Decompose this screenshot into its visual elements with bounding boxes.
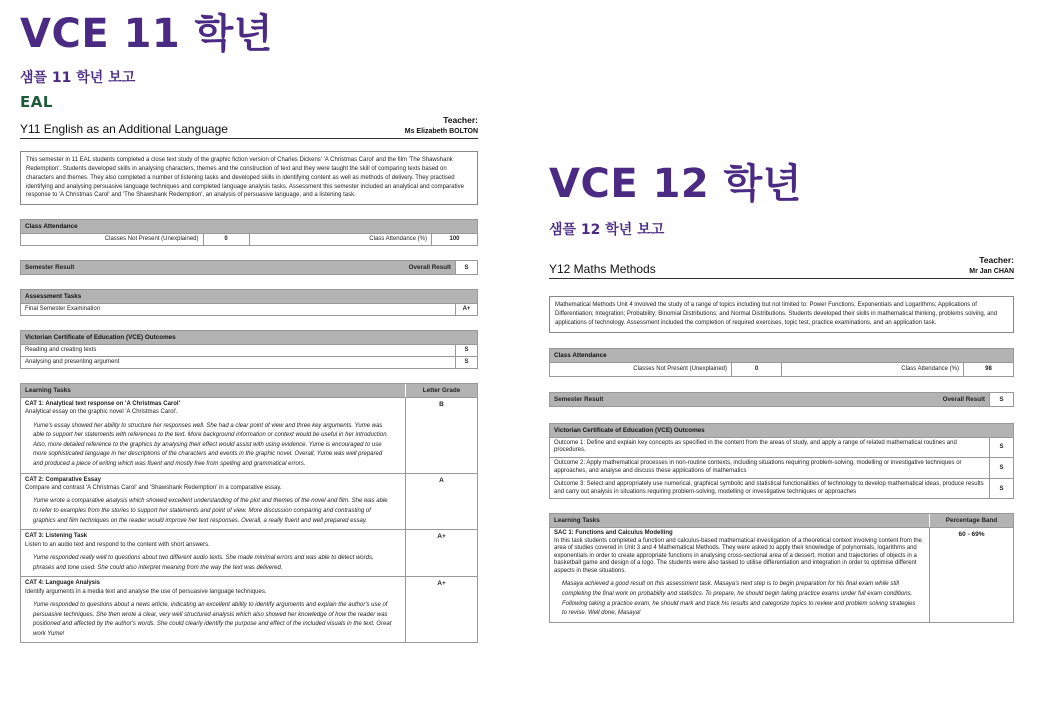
semester-result [20, 260, 478, 275]
subject-name: Y12 Maths Methods [549, 262, 656, 277]
attendance-value: 98 [963, 363, 1013, 376]
vce-row [550, 478, 1013, 499]
overall-result-value: S [455, 261, 477, 274]
vce-row [550, 437, 1013, 458]
semester-result-label: Semester Result [554, 395, 604, 403]
assessment-section [20, 289, 478, 316]
task-title: CAT 1: Analytical text response on 'A Christmas Carol' [25, 400, 181, 407]
vce-outcome-label: Outcome 2: Apply mathematical processes in non-routine contexts, including situations requiring problem-solving, modelling or investigative techniques or approaches, and analyse and discuss these applications of mathematics [554, 460, 962, 474]
task-description: Compare and contrast 'A Christmas Carol' and 'Shawshank Redemption' in a comparative essay. [25, 485, 282, 492]
year12-report [549, 161, 1014, 623]
learning-task [21, 397, 477, 473]
assessment-row [21, 303, 477, 315]
learning-task [21, 576, 477, 642]
vce-row [21, 344, 477, 356]
semester-result [549, 392, 1014, 407]
vce-outcome-label: Analysing and presenting argument [25, 359, 120, 366]
assessment-grade: A+ [455, 304, 477, 315]
overall-result-value: S [989, 393, 1013, 406]
task-title: CAT 4: Language Analysis [25, 580, 101, 587]
overall-result-label: Overall Result [942, 395, 985, 403]
learning-tasks-section [549, 513, 1014, 622]
learning-tasks-section [20, 383, 478, 643]
teacher-label: Teacher: [979, 254, 1014, 265]
year11-subject-header [20, 115, 478, 140]
teacher-name: Mr Jan CHAN [969, 267, 1014, 275]
attendance-heading: Class Attendance [550, 349, 1013, 362]
vce-outcome-grade: S [989, 458, 1013, 478]
year11-subtitle: 샘플 11 학년 보고 [20, 70, 136, 86]
absent-value: 0 [203, 234, 249, 245]
attendance-label: Class Attendance (%) [249, 234, 432, 245]
task-comment: Yume wrote a comparative analysis which showed excellent understanding of the plot and themes of the novel and film. She was able to refer to examples from the stories to support her statements and point of view. More discussion comparing and contrasting of graphics and film techniques on the reader would improve her text responses. Overall, a really fluent and well prepared essay. [33, 498, 388, 524]
task-title: CAT 3: Listening Task [25, 533, 88, 540]
overall-result-label: Overall Result [408, 263, 451, 271]
teacher-info [405, 115, 478, 137]
teacher-name: Ms Elizabeth BOLTON [404, 127, 478, 135]
vce-row [21, 356, 477, 368]
task-description: Analytical essay on the graphic novel 'A Christmas Carol'. [25, 409, 178, 416]
vce-row [550, 457, 1013, 478]
learning-task [550, 527, 1013, 621]
vce-outcome-grade: S [455, 357, 477, 368]
task-grade: A+ [405, 577, 477, 642]
task-comment: Masaya achieved a good result on this assessment task. Masaya's next step is to begin preparation for his final exam while still completing the final work on probability and statistics. To prepare, he should begin taking practice exams under full exam conditions. Following taking a practice exam, he should mark and track his results and categorize topics to review and problem solving strategies to revise. Well done, Masaya! [562, 581, 916, 617]
attendance-section [20, 219, 478, 246]
task-grade: A [405, 474, 477, 530]
learning-tasks-header [550, 514, 1013, 527]
task-description: Listen to an audio text and respond to the content with short answers. [25, 541, 210, 548]
task-title: SAC 1: Functions and Calculus Modelling [554, 530, 673, 537]
letter-grade-heading: Letter Grade [405, 384, 477, 397]
absent-label: Classes Not Present (Unexplained) [104, 236, 199, 243]
learning-task [21, 473, 477, 530]
teacher-label: Teacher: [443, 114, 478, 125]
learning-tasks-header [21, 384, 477, 397]
task-grade: 60 - 69% [929, 528, 1013, 621]
attendance-section [549, 348, 1014, 377]
vce-outcomes-section [549, 423, 1014, 500]
vce-outcome-label: Outcome 3: Select and appropriately use numerical, graphical symbolic and statistical functionalities of technology to develop mathematical ideas, produce results and carry out analysis in situations requiring problem-solving, modelling or investigative techniques or approaches [554, 480, 984, 495]
task-description: Identify arguments in a media text and analyse the use of persuasive language techniques. [25, 588, 267, 595]
subject-description: Mathematical Methods Unit 4 involved the study of a range of topics including but not limited to: Power Functions; Exponentials and Logarithms; Applications of Differentiation; Integration; Probability; Binomial Distributions; and Normal Distributions. Students developed their skills in mathematical thinking, problems solving, and applications of technology. Assessment included the completion of required exercises, topic test, practice examinations, and an application task. [549, 296, 1014, 332]
learning-task [21, 529, 477, 576]
year11-title: VCE 11 학년 [20, 11, 273, 57]
year12-subject-header [549, 255, 1014, 280]
year12-title: VCE 12 학년 [549, 161, 802, 207]
task-comment: Yume's essay showed her ability to structure her responses well. She had a clear point of view and three key arguments. Yume was able to support her statements with references to the text. More background information or context would be useful in her introduction. Also, more detailed reference to the graphics by analysing their effect would assist with using evidence. Yume is encouraged to use more sophisticated language in her descriptions of the characters and events in the graphic novel. Overall, Yume was well prepared and produced a piece of writing which was fluent and mostly free from spelling and grammatical errors. [33, 422, 389, 468]
attendance-label: Class Attendance (%) [781, 363, 963, 376]
assessment-label: Final Semester Examination [25, 306, 101, 313]
vce-outcomes-section [20, 330, 478, 369]
absent-label: Classes Not Present (Unexplained) [633, 366, 727, 373]
task-grade: A+ [405, 530, 477, 576]
attendance-heading: Class Attendance [21, 220, 477, 233]
vce-heading: Victorian Certificate of Education (VCE) Outcomes [21, 331, 477, 344]
task-comment: Yume responded to questions about a news article, indicating an excellent ability to identify arguments and explain the author's use of persuasive techniques. She then wrote a clear, very well structured analysis which also showed her knowledge of how the reader was positioned and affected by the author's words. She could clearly identify the purpose and effect of the included visuals in the text. Great work Yume! [33, 601, 392, 637]
vce-outcome-label: Outcome 1: Define and explain key concepts as specified in the content from the areas of study, and apply a range of related mathematical routines and procedures. [554, 439, 957, 454]
vce-outcome-grade: S [989, 438, 1013, 458]
task-description: In this task students completed a function and calculus-based mathematical investigation of a theoretical context involving content from the area of studies covered in Unit 3 and 4 Mathematical Methods. They were asked to apply their knowledge of polynomials, logarithms and exponentials in order to create appropriate functions in analysing cross-sectional area of a dessert, motion and trajectories of objects in a basketball game and design of a logo. The students were also tasked to utilise differentiation and integration in order to optimise different aspects in these situations. [554, 537, 922, 574]
vce-outcome-label: Reading and creating texts [25, 347, 97, 354]
task-grade: B [405, 398, 477, 473]
task-title: CAT 2: Comparative Essay [25, 476, 101, 483]
subject-name: Y11 English as an Additional Language [20, 122, 228, 137]
vce-outcome-grade: S [989, 479, 1013, 499]
absent-value: 0 [731, 363, 781, 376]
teacher-info [969, 255, 1014, 277]
learning-tasks-heading: Learning Tasks [554, 517, 600, 525]
year11-report [20, 11, 478, 643]
vce-heading: Victorian Certificate of Education (VCE) Outcomes [550, 424, 1013, 437]
subject-description: This semester in 11 EAL students completed a close text study of the graphic fiction version of Charles Dickens' 'A Christmas Carol' and the film 'The Shawshank Redemption'. Students developed skills in analysing characters, themes and the construction of text and they were taught the skill of comparing texts based on characters and themes. They also completed a number of listening tasks and developed skills in identifying content as well as methods of delivery. They practised identifying and analysing persuasive language techniques and completed language analysis tasks. Assessment this semester included an analytical and comparative response to 'A Christmas Carol' and 'The Shawshank Redemption', an analysis of persuasive language, and a listening task. [20, 151, 478, 204]
learning-tasks-heading: Learning Tasks [25, 386, 71, 394]
percentage-band-heading: Percentage Band [929, 514, 1013, 527]
year12-subtitle: 샘플 12 학년 보고 [549, 222, 665, 238]
task-comment: Yume responded really well to questions about two different audio texts. She made minimal errors and was able to detect words, phrases and tone used. She could also interpret meaning from the way the text was delivered. [33, 555, 374, 571]
attendance-value: 100 [431, 234, 477, 245]
eal-tag: EAL [20, 92, 53, 111]
semester-result-label: Semester Result [25, 263, 75, 271]
vce-outcome-grade: S [455, 345, 477, 356]
assessment-heading: Assessment Tasks [21, 290, 477, 303]
